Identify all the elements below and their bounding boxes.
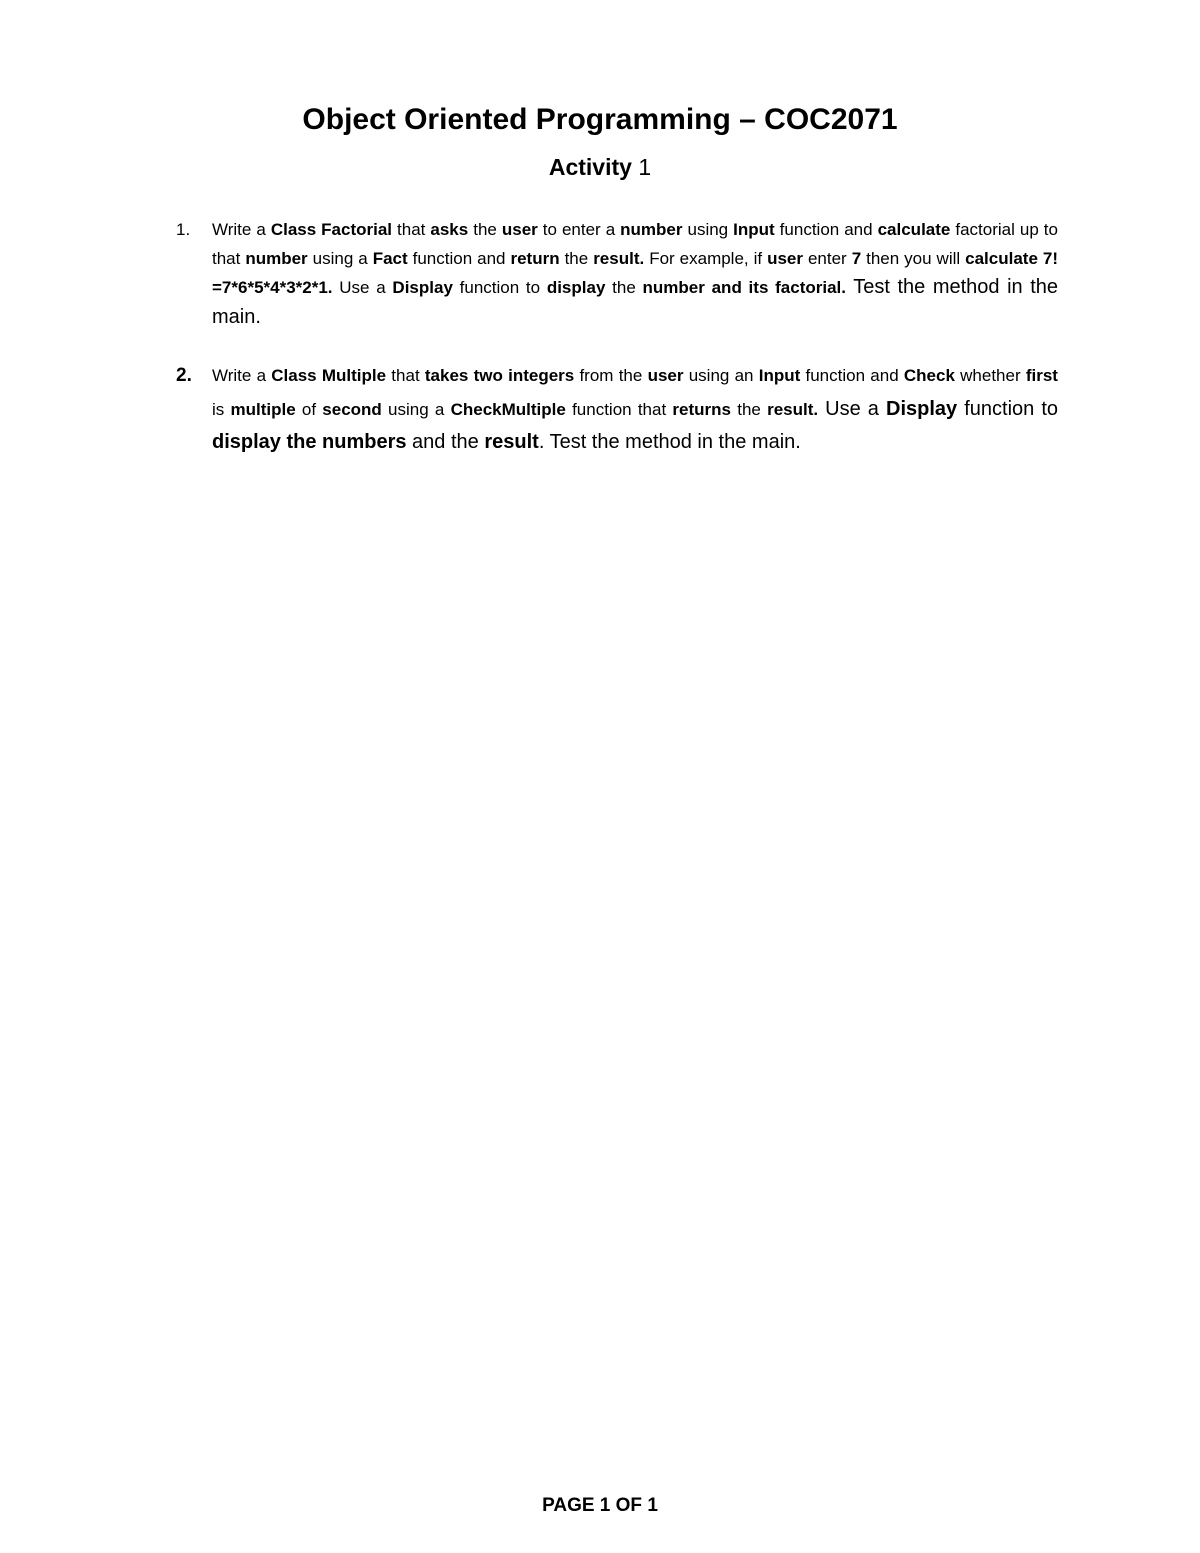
question-list xyxy=(0,216,1200,460)
text-segment: to enter a xyxy=(537,220,621,239)
text-segment: Check xyxy=(903,366,955,385)
text-segment: CheckMultiple xyxy=(450,399,566,419)
text-segment: display xyxy=(546,278,606,297)
text-segment: user xyxy=(501,220,538,239)
text-segment: Use a xyxy=(332,278,393,297)
text-segment: Display xyxy=(392,278,453,297)
text-segment: number xyxy=(245,248,308,268)
text-segment: that xyxy=(392,220,431,239)
document-subtitle xyxy=(0,151,1200,183)
text-segment: Display xyxy=(886,397,958,420)
text-segment: of xyxy=(295,399,323,419)
question-number-2: 2. xyxy=(176,365,192,386)
question-text-1 xyxy=(212,220,1058,327)
text-segment: returns xyxy=(672,399,731,419)
text-segment: multiple xyxy=(230,399,296,419)
text-segment: Input xyxy=(733,220,775,239)
text-segment: return xyxy=(510,248,560,268)
text-segment: Write a xyxy=(212,220,271,239)
text-segment: enter xyxy=(803,248,852,268)
text-segment: the xyxy=(559,248,594,268)
text-segment: the xyxy=(731,399,768,419)
text-segment: Input xyxy=(758,366,801,385)
text-segment: Class Factorial xyxy=(270,220,393,239)
question-item-2 xyxy=(0,360,1058,460)
text-segment: using xyxy=(682,220,734,239)
text-segment: using an xyxy=(683,366,759,385)
text-segment: Write a xyxy=(212,366,272,385)
text-segment: a xyxy=(860,397,886,420)
text-segment: factorial up to that xyxy=(212,220,1058,268)
text-segment: calculate 7! =7*6*5*4*3*2*1. xyxy=(212,248,1058,297)
question-text-2 xyxy=(212,366,1058,452)
text-segment: result. xyxy=(767,399,819,419)
text-segment: using a xyxy=(381,399,451,419)
text-segment: and the xyxy=(406,431,485,453)
text-segment: number xyxy=(620,220,683,239)
document-title: Object Oriented Programming – COC2071 xyxy=(302,103,898,136)
text-segment: . Test the method in the main. xyxy=(538,431,801,453)
text-segment: function and xyxy=(407,248,511,268)
text-segment: Class Multiple xyxy=(271,366,387,385)
text-segment: Test the method in the main. xyxy=(212,276,1059,328)
text-segment: user xyxy=(647,366,684,385)
text-segment: from the xyxy=(574,366,648,385)
page-footer: PAGE 1 OF 1 xyxy=(542,1495,658,1516)
text-segment: then you will xyxy=(861,248,966,268)
text-segment: that xyxy=(386,366,425,385)
text-segment: user xyxy=(767,248,803,268)
text-segment: whether xyxy=(954,366,1026,385)
text-segment: Use xyxy=(818,397,861,420)
text-segment: For example, if xyxy=(644,248,768,268)
text-segment: function and xyxy=(774,220,878,239)
text-segment: function that xyxy=(565,399,673,419)
text-segment: takes two integers xyxy=(424,366,575,385)
text-segment: using a xyxy=(307,248,373,268)
question-item-1 xyxy=(0,216,1058,332)
text-segment: the xyxy=(605,278,643,297)
question-number-1: 1. xyxy=(176,220,191,239)
text-segment: result. xyxy=(593,248,645,268)
subtitle-number: 1 xyxy=(638,154,652,180)
text-segment: the xyxy=(468,220,502,239)
text-segment: second xyxy=(322,399,382,419)
text-segment: function and xyxy=(800,366,904,385)
text-segment: result xyxy=(484,431,539,453)
text-segment: and its xyxy=(704,278,776,297)
text-segment: function to xyxy=(957,397,1058,420)
text-segment: factorial. xyxy=(775,278,846,297)
text-segment: calculate xyxy=(877,220,951,239)
text-segment: function to xyxy=(452,278,547,297)
text-segment: asks xyxy=(430,220,469,239)
subtitle-label: Activity xyxy=(548,154,632,180)
text-segment: display the numbers xyxy=(212,431,407,453)
text-segment: first xyxy=(1025,366,1058,385)
text-segment: Fact xyxy=(372,248,408,268)
text-segment: number xyxy=(642,278,705,297)
text-segment: is xyxy=(212,399,231,419)
text-segment: 7 xyxy=(851,248,862,268)
